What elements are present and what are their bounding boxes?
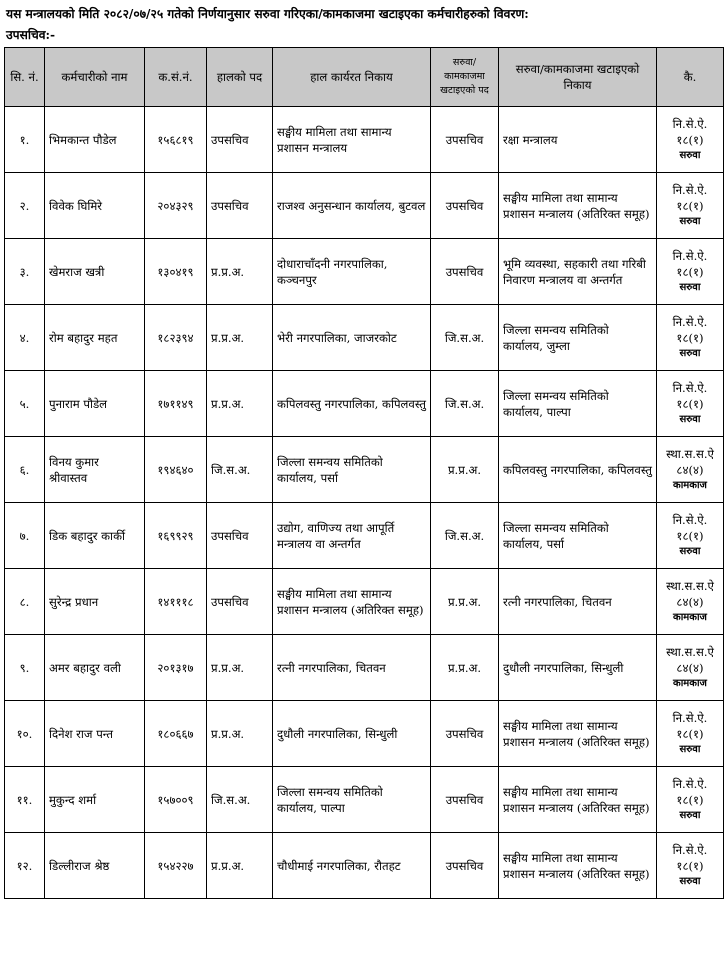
remark-reference: नि.से.ऐ. १८(१): [672, 842, 708, 873]
remark-kind: सरुवा: [679, 875, 701, 887]
cell-transfer-office: भूमि व्यवस्था, सहकारी तथा गरिबी निवारण मन्त्रालय वा अन्तर्गत: [499, 239, 657, 305]
cell-ksn: १९४६४०: [145, 437, 207, 503]
cell-name: मुकुन्द शर्मा: [45, 767, 145, 833]
cell-remarks: [657, 569, 724, 635]
cell-post: उपसचिव: [207, 569, 273, 635]
cell-ksn: १५६८१९: [145, 107, 207, 173]
cell-transfer-post: प्र.प्र.अ.: [431, 569, 499, 635]
cell-transfer-office: जिल्ला समन्वय समितिको कार्यालय, पाल्पा: [499, 371, 657, 437]
table-row: [5, 701, 724, 767]
cell-name: विवेक घिमिरे: [45, 173, 145, 239]
header-ksn: क.सं.नं.: [145, 48, 207, 107]
cell-ksn: १५४२२७: [145, 833, 207, 899]
header-transfer-post: सरुवा/ कामकाजमा खटाइएको पद: [431, 48, 499, 107]
cell-name: सुरेन्द्र प्रधान: [45, 569, 145, 635]
cell-name: भिमकान्त पौडेल: [45, 107, 145, 173]
table-row: [5, 107, 724, 173]
cell-post: प्र.प्र.अ.: [207, 635, 273, 701]
table-row: [5, 569, 724, 635]
cell-remarks: [657, 107, 724, 173]
cell-remarks: [657, 239, 724, 305]
cell-transfer-post: जि.स.अ.: [431, 371, 499, 437]
remark-kind: सरुवा: [679, 347, 701, 359]
remark-reference: नि.से.ऐ. १८(१): [672, 512, 708, 543]
cell-name: डिल्लीराज श्रेष्ठ: [45, 833, 145, 899]
remark-kind: कामकाज: [673, 479, 707, 491]
cell-transfer-office: रत्नी नगरपालिका, चितवन: [499, 569, 657, 635]
cell-office: जिल्ला समन्वय समितिको कार्यालय, पर्सा: [273, 437, 431, 503]
remark-reference: नि.से.ऐ. १८(१): [672, 182, 708, 213]
remark-kind: सरुवा: [679, 281, 701, 293]
cell-ksn: १८०६६७: [145, 701, 207, 767]
table-row: [5, 305, 724, 371]
cell-transfer-office: सङ्घीय मामिला तथा सामान्य प्रशासन मन्त्रालय (अतिरिक्त समूह): [499, 701, 657, 767]
section-subheading: उपसचिव:-: [6, 28, 56, 42]
cell-sn: ६.: [5, 437, 45, 503]
cell-transfer-post: उपसचिव: [431, 701, 499, 767]
cell-post: प्र.प्र.अ.: [207, 371, 273, 437]
table-row: [5, 173, 724, 239]
cell-ksn: १४१११८: [145, 569, 207, 635]
cell-post: उपसचिव: [207, 503, 273, 569]
cell-sn: ७.: [5, 503, 45, 569]
table-row: [5, 833, 724, 899]
table-row: [5, 767, 724, 833]
cell-post: जि.स.अ.: [207, 437, 273, 503]
cell-name: खेमराज खत्री: [45, 239, 145, 305]
cell-transfer-post: प्र.प्र.अ.: [431, 437, 499, 503]
remark-kind: सरुवा: [679, 149, 701, 161]
header-name: कर्मचारीको नाम: [45, 48, 145, 107]
cell-office: सङ्घीय मामिला तथा सामान्य प्रशासन मन्त्रालय: [273, 107, 431, 173]
cell-sn: १०.: [5, 701, 45, 767]
cell-ksn: १७११४९: [145, 371, 207, 437]
cell-sn: ९.: [5, 635, 45, 701]
cell-office: दुधौली नगरपालिका, सिन्धुली: [273, 701, 431, 767]
cell-remarks: [657, 173, 724, 239]
cell-post: प्र.प्र.अ.: [207, 701, 273, 767]
remark-reference: स्था.स.स.ऐ ८४(४): [666, 644, 714, 675]
cell-remarks: [657, 371, 724, 437]
cell-remarks: [657, 833, 724, 899]
cell-ksn: १६९९२९: [145, 503, 207, 569]
cell-sn: ५.: [5, 371, 45, 437]
cell-post: जि.स.अ.: [207, 767, 273, 833]
cell-sn: ३.: [5, 239, 45, 305]
cell-name: पुनाराम पौडेल: [45, 371, 145, 437]
cell-office: जिल्ला समन्वय समितिको कार्यालय, पाल्पा: [273, 767, 431, 833]
remark-reference: नि.से.ऐ. १८(१): [672, 380, 708, 411]
header-remarks: कै.: [657, 48, 724, 107]
cell-transfer-office: जिल्ला समन्वय समितिको कार्यालय, पर्सा: [499, 503, 657, 569]
cell-sn: ८.: [5, 569, 45, 635]
cell-sn: १.: [5, 107, 45, 173]
cell-transfer-post: उपसचिव: [431, 239, 499, 305]
cell-remarks: [657, 437, 724, 503]
document-heading: यस मन्त्रालयको मिति २०८२/०७/२५ गतेको निर्णयानुसार सरुवा गरिएका/कामकाजमा खटाइएका कर्मचारीहरुको विवरण:: [6, 7, 529, 21]
cell-post: उपसचिव: [207, 107, 273, 173]
remark-kind: सरुवा: [679, 215, 701, 227]
cell-name: रोम बहादुर महत: [45, 305, 145, 371]
table-row: [5, 635, 724, 701]
cell-transfer-post: जि.स.अ.: [431, 503, 499, 569]
cell-transfer-post: जि.स.अ.: [431, 305, 499, 371]
header-office: हाल कार्यरत निकाय: [273, 48, 431, 107]
cell-transfer-office: सङ्घीय मामिला तथा सामान्य प्रशासन मन्त्रालय (अतिरिक्त समूह): [499, 173, 657, 239]
cell-remarks: [657, 503, 724, 569]
cell-sn: १२.: [5, 833, 45, 899]
cell-post: प्र.प्र.अ.: [207, 833, 273, 899]
cell-sn: ४.: [5, 305, 45, 371]
cell-remarks: [657, 767, 724, 833]
table-header-row: [5, 48, 724, 107]
cell-ksn: १५७००९: [145, 767, 207, 833]
cell-office: कपिलवस्तु नगरपालिका, कपिलवस्तु: [273, 371, 431, 437]
remark-kind: कामकाज: [673, 677, 707, 689]
cell-office: दोधाराचाँदनी नगरपालिका, कञ्चनपुर: [273, 239, 431, 305]
cell-ksn: १८२३९४: [145, 305, 207, 371]
cell-office: चौधीमाई नगरपालिका, रौतहट: [273, 833, 431, 899]
remark-kind: सरुवा: [679, 743, 701, 755]
cell-sn: ११.: [5, 767, 45, 833]
cell-transfer-post: प्र.प्र.अ.: [431, 635, 499, 701]
cell-transfer-office: रक्षा मन्त्रालय: [499, 107, 657, 173]
header-transfer-office: सरुवा/कामकाजमा खटाइएको निकाय: [499, 48, 657, 107]
cell-post: उपसचिव: [207, 173, 273, 239]
cell-post: प्र.प्र.अ.: [207, 239, 273, 305]
table-row: [5, 437, 724, 503]
remark-kind: सरुवा: [679, 809, 701, 821]
cell-transfer-office: दुधौली नगरपालिका, सिन्धुली: [499, 635, 657, 701]
cell-transfer-office: कपिलवस्तु नगरपालिका, कपिलवस्तु: [499, 437, 657, 503]
cell-sn: २.: [5, 173, 45, 239]
cell-office: राजश्व अनुसन्धान कार्यालय, बुटवल: [273, 173, 431, 239]
cell-transfer-post: उपसचिव: [431, 833, 499, 899]
cell-ksn: १३०४१९: [145, 239, 207, 305]
cell-name: अमर बहादुर वली: [45, 635, 145, 701]
remark-kind: सरुवा: [679, 413, 701, 425]
remark-kind: सरुवा: [679, 545, 701, 557]
remark-kind: कामकाज: [673, 611, 707, 623]
table-body: [5, 107, 724, 899]
cell-remarks: [657, 305, 724, 371]
cell-office: भेरी नगरपालिका, जाजरकोट: [273, 305, 431, 371]
cell-remarks: [657, 635, 724, 701]
remark-reference: नि.से.ऐ. १८(१): [672, 116, 708, 147]
cell-post: प्र.प्र.अ.: [207, 305, 273, 371]
transfer-table: [4, 47, 724, 899]
cell-office: सङ्घीय मामिला तथा सामान्य प्रशासन मन्त्रालय (अतिरिक्त समूह): [273, 569, 431, 635]
remark-reference: नि.से.ऐ. १८(१): [672, 248, 708, 279]
cell-name: डिक बहादुर कार्की: [45, 503, 145, 569]
cell-name: दिनेश राज पन्त: [45, 701, 145, 767]
cell-office: उद्योग, वाणिज्य तथा आपूर्ति मन्त्रालय वा अन्तर्गत: [273, 503, 431, 569]
cell-name: विनय कुमार श्रीवास्तव: [45, 437, 145, 503]
cell-ksn: २०४३२९: [145, 173, 207, 239]
cell-ksn: २०१३१७: [145, 635, 207, 701]
remark-reference: स्था.स.स.ऐ ८४(४): [666, 578, 714, 609]
header-post: हालको पद: [207, 48, 273, 107]
cell-transfer-post: उपसचिव: [431, 173, 499, 239]
remark-reference: स्था.स.स.ऐ ८४(४): [666, 446, 714, 477]
remark-reference: नि.से.ऐ. १८(१): [672, 710, 708, 741]
cell-transfer-office: सङ्घीय मामिला तथा सामान्य प्रशासन मन्त्रालय (अतिरिक्त समूह): [499, 833, 657, 899]
remark-reference: नि.से.ऐ. १८(१): [672, 776, 708, 807]
cell-transfer-office: जिल्ला समन्वय समितिको कार्यालय, जुम्ला: [499, 305, 657, 371]
header-sn: सि. नं.: [5, 48, 45, 107]
table-row: [5, 371, 724, 437]
cell-transfer-office: सङ्घीय मामिला तथा सामान्य प्रशासन मन्त्रालय (अतिरिक्त समूह): [499, 767, 657, 833]
cell-transfer-post: उपसचिव: [431, 767, 499, 833]
cell-transfer-post: उपसचिव: [431, 107, 499, 173]
table-row: [5, 503, 724, 569]
remark-reference: नि.से.ऐ. १८(१): [672, 314, 708, 345]
cell-remarks: [657, 701, 724, 767]
table-row: [5, 239, 724, 305]
cell-office: रत्नी नगरपालिका, चितवन: [273, 635, 431, 701]
